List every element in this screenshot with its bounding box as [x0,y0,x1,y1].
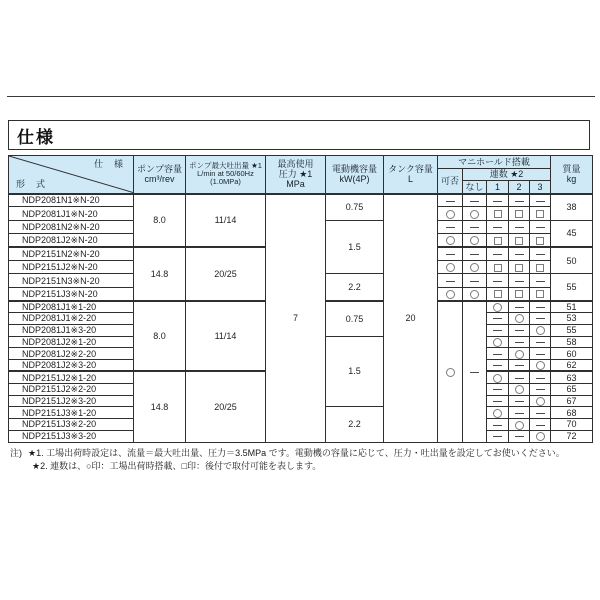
header-model-label: 形 式 [16,179,47,190]
manifold-1-cell [487,287,509,300]
motor-capacity-cell: 1.5 [326,336,384,407]
manifold-2-cell [509,395,530,407]
header-availability: 可否 [438,169,463,194]
header-stations-2: 2 [509,181,530,194]
dash-symbol [515,201,524,202]
circle-symbol [493,338,502,347]
mass-cell: 55 [551,274,593,301]
spec-table-header [9,156,593,194]
manifold-1-cell [487,301,509,313]
model-cell: NDP2151N2※N-20 [9,247,134,260]
manifold-3-cell [530,194,551,207]
manifold-none-cell [463,260,487,273]
manifold-none-cell [463,247,487,260]
max-discharge-cell: 11/14 [186,194,266,248]
mass-cell: 45 [551,220,593,247]
manifold-3-cell [530,260,551,273]
dash-symbol [493,318,502,319]
mass-cell: 60 [551,348,593,360]
manifold-1-cell [487,348,509,360]
manifold-none-cell [463,274,487,287]
dash-symbol [493,425,502,426]
manifold-availability-cell [438,260,463,273]
manifold-2-cell [509,430,530,442]
dash-symbol [536,254,545,255]
header-spec-label: 仕 様 [93,159,124,169]
square-symbol [536,264,544,272]
circle-symbol [470,290,479,299]
motor-capacity-cell: 1.5 [326,220,384,274]
mass-cell: 38 [551,194,593,221]
manifold-3-cell [530,312,551,324]
dash-symbol [446,254,455,255]
dash-symbol [470,254,479,255]
page-title: 仕様 [17,127,55,147]
dash-symbol [493,436,502,437]
manifold-availability-cell [438,207,463,220]
dash-symbol [515,330,524,331]
square-symbol [494,290,502,298]
manifold-2-cell [509,207,530,220]
manifold-2-cell [509,247,530,260]
pump-capacity-cell: 14.8 [134,371,186,442]
dash-symbol [515,281,524,282]
model-cell: NDP2081J2※1-20 [9,336,134,348]
dash-symbol [536,227,545,228]
mass-cell: 51 [551,301,593,313]
model-cell: NDP2081J1※N-20 [9,207,134,220]
manifold-2-cell [509,260,530,273]
dash-symbol [536,413,545,414]
max-pressure-cell: 7 [266,194,326,443]
manifold-2-cell [509,419,530,431]
header-stations-1: 1 [487,181,509,194]
manifold-availability-cell [438,234,463,247]
header-manifold: マニホールド搭載 [438,156,551,169]
tank-capacity-cell: 20 [384,194,438,443]
manifold-2-cell [509,383,530,395]
square-symbol [515,264,523,272]
header-max-pressure: 最高使用 圧力 ★1 MPa [266,156,326,194]
footnote-2 [10,460,596,473]
manifold-3-cell [530,336,551,348]
mass-cell: 53 [551,312,593,324]
manifold-3-cell [530,360,551,372]
dash-symbol [536,425,545,426]
circle-symbol [446,236,455,245]
manifold-none-cell [463,234,487,247]
header-max-discharge: ポンプ最大吐出量 ★1 L/min at 50/60Hz (1.0MPa) [186,156,266,194]
manifold-2-cell [509,312,530,324]
manifold-availability-cell [438,220,463,233]
square-symbol [515,290,523,298]
circle-symbol [536,432,545,441]
manifold-2-cell [509,194,530,207]
mass-cell: 62 [551,360,593,372]
manifold-1-cell [487,274,509,287]
header-tank-capacity: タンク容量 L [384,156,438,194]
dash-symbol [470,201,479,202]
circle-symbol [470,236,479,245]
dash-symbol [536,201,545,202]
manifold-none-cell [463,194,487,207]
manifold-none-cell [463,207,487,220]
footnote-1 [10,447,596,460]
mass-cell: 63 [551,371,593,383]
footnote-1-text: ★1. 工場出荷時設定は、流量＝最大吐出量、圧力＝3.5MPa です。電動機の容量に応じて、圧力・吐出量を設定してお使いください。 [28,448,565,458]
manifold-3-cell [530,371,551,383]
circle-symbol [515,385,524,394]
header-motor-capacity: 電動機容量 kW(4P) [326,156,384,194]
manifold-1-cell [487,260,509,273]
circle-symbol [536,326,545,335]
model-cell: NDP2081J2※N-20 [9,234,134,247]
max-discharge-cell: 20/25 [186,371,266,442]
model-cell: NDP2081J1※2-20 [9,312,134,324]
model-cell: NDP2151J3※3-20 [9,430,134,442]
circle-symbol [536,361,545,370]
manifold-3-cell [530,274,551,287]
square-symbol [494,210,502,218]
manifold-none-cell [463,287,487,300]
spec-table [8,155,593,443]
manifold-1-cell [487,234,509,247]
circle-symbol [446,368,455,377]
mass-cell: 72 [551,430,593,442]
manifold-2-cell [509,407,530,419]
manifold-3-cell [530,207,551,220]
dash-symbol [515,378,524,379]
dash-symbol [536,354,545,355]
header-stations: 連数 ★2 [463,169,551,181]
dash-symbol [536,318,545,319]
motor-capacity-cell: 2.2 [326,274,384,301]
manifold-2-cell [509,360,530,372]
dash-symbol [470,281,479,282]
model-cell: NDP2151J2※N-20 [9,260,134,273]
max-discharge-cell: 11/14 [186,301,266,372]
manifold-1-cell [487,207,509,220]
manifold-2-cell [509,371,530,383]
manifold-1-cell [487,360,509,372]
manifold-1-cell [487,371,509,383]
dash-symbol [536,378,545,379]
dash-symbol [493,365,502,366]
manifold-availability-cell [438,194,463,207]
manifold-none-cell [463,220,487,233]
dash-symbol [536,342,545,343]
motor-capacity-cell: 2.2 [326,407,384,442]
dash-symbol [493,389,502,390]
mass-cell: 65 [551,383,593,395]
square-symbol [515,210,523,218]
dash-symbol [515,307,524,308]
manifold-availability-cell [438,301,463,443]
dash-symbol [493,254,502,255]
manifold-1-cell [487,419,509,431]
manifold-3-cell [530,395,551,407]
model-cell: NDP2081J2※3-20 [9,360,134,372]
model-cell: NDP2151J3※2-20 [9,419,134,431]
pump-capacity-cell: 14.8 [134,247,186,301]
dash-symbol [536,281,545,282]
model-cell: NDP2151J3※N-20 [9,287,134,300]
circle-symbol [493,303,502,312]
manifold-1-cell [487,407,509,419]
mass-cell: 58 [551,336,593,348]
circle-symbol [515,314,524,323]
dash-symbol [446,201,455,202]
model-cell: NDP2081J1※1-20 [9,301,134,313]
section-title-box [8,120,590,150]
manifold-1-cell [487,247,509,260]
mass-cell: 67 [551,395,593,407]
circle-symbol [446,290,455,299]
dash-symbol [446,227,455,228]
circle-symbol [536,397,545,406]
circle-symbol [515,350,524,359]
header-stations-3: 3 [530,181,551,194]
circle-symbol [493,374,502,383]
model-cell: NDP2151J3※1-20 [9,407,134,419]
model-cell: NDP2151J2※1-20 [9,371,134,383]
dash-symbol [515,342,524,343]
manifold-3-cell [530,220,551,233]
manifold-3-cell [530,287,551,300]
motor-capacity-cell: 0.75 [326,301,384,336]
manifold-2-cell [509,220,530,233]
manifold-2-cell [509,287,530,300]
circle-symbol [470,263,479,272]
manifold-1-cell [487,324,509,336]
header-mass: 質量 kg [551,156,593,194]
model-cell: NDP2081J1※3-20 [9,324,134,336]
mass-cell: 70 [551,419,593,431]
model-cell: NDP2081N1※N-20 [9,194,134,207]
model-cell: NDP2151J2※2-20 [9,383,134,395]
square-symbol [536,290,544,298]
footnotes [10,447,596,473]
manifold-2-cell [509,348,530,360]
square-symbol [536,237,544,245]
dash-symbol [470,372,479,373]
spec-table-body [9,194,593,443]
header-corner [9,156,134,194]
dash-symbol [536,389,545,390]
circle-symbol [470,210,479,219]
manifold-1-cell [487,312,509,324]
manifold-1-cell [487,220,509,233]
manifold-1-cell [487,383,509,395]
mass-cell: 50 [551,247,593,274]
circle-symbol [446,263,455,272]
dash-symbol [515,254,524,255]
table-row [9,194,593,207]
manifold-availability-cell [438,274,463,287]
motor-capacity-cell: 0.75 [326,194,384,221]
manifold-2-cell [509,274,530,287]
manifold-1-cell [487,194,509,207]
model-cell: NDP2081N2※N-20 [9,220,134,233]
footnote-prefix: 注) [10,448,22,458]
manifold-3-cell [530,407,551,419]
pump-capacity-cell: 8.0 [134,194,186,248]
dash-symbol [536,307,545,308]
model-cell: NDP2081J2※2-20 [9,348,134,360]
mass-cell: 68 [551,407,593,419]
manifold-2-cell [509,336,530,348]
header-stations-none: なし [463,181,487,194]
dash-symbol [493,281,502,282]
manifold-1-cell [487,395,509,407]
manifold-2-cell [509,301,530,313]
manifold-2-cell [509,324,530,336]
manifold-3-cell [530,419,551,431]
max-discharge-cell: 20/25 [186,247,266,301]
square-symbol [494,237,502,245]
dash-symbol [493,201,502,202]
dash-symbol [470,227,479,228]
manifold-1-cell [487,336,509,348]
manifold-3-cell [530,301,551,313]
dash-symbol [515,227,524,228]
dash-symbol [493,354,502,355]
model-cell: NDP2151N3※N-20 [9,274,134,287]
circle-symbol [493,409,502,418]
manifold-3-cell [530,383,551,395]
dash-symbol [515,401,524,402]
circle-symbol [515,421,524,430]
manifold-3-cell [530,324,551,336]
mass-cell: 55 [551,324,593,336]
manifold-none-cell [463,301,487,443]
manifold-3-cell [530,348,551,360]
manifold-availability-cell [438,247,463,260]
footnote-2-text: ★2. 連数は、○印：工場出荷時搭載、□印：後付で取付可能を表します。 [32,461,322,471]
square-symbol [536,210,544,218]
header-pump-capacity: ポンプ容量 cm³/rev [134,156,186,194]
dash-symbol [446,281,455,282]
dash-symbol [493,330,502,331]
square-symbol [494,264,502,272]
square-symbol [515,237,523,245]
dash-symbol [515,413,524,414]
dash-symbol [515,365,524,366]
manifold-1-cell [487,430,509,442]
dash-symbol [493,401,502,402]
model-cell: NDP2151J2※3-20 [9,395,134,407]
manifold-3-cell [530,247,551,260]
manifold-availability-cell [438,287,463,300]
manifold-3-cell [530,234,551,247]
circle-symbol [446,210,455,219]
dash-symbol [493,227,502,228]
pump-capacity-cell: 8.0 [134,301,186,372]
page-top-rule [7,96,595,97]
manifold-3-cell [530,430,551,442]
dash-symbol [515,436,524,437]
manifold-2-cell [509,234,530,247]
